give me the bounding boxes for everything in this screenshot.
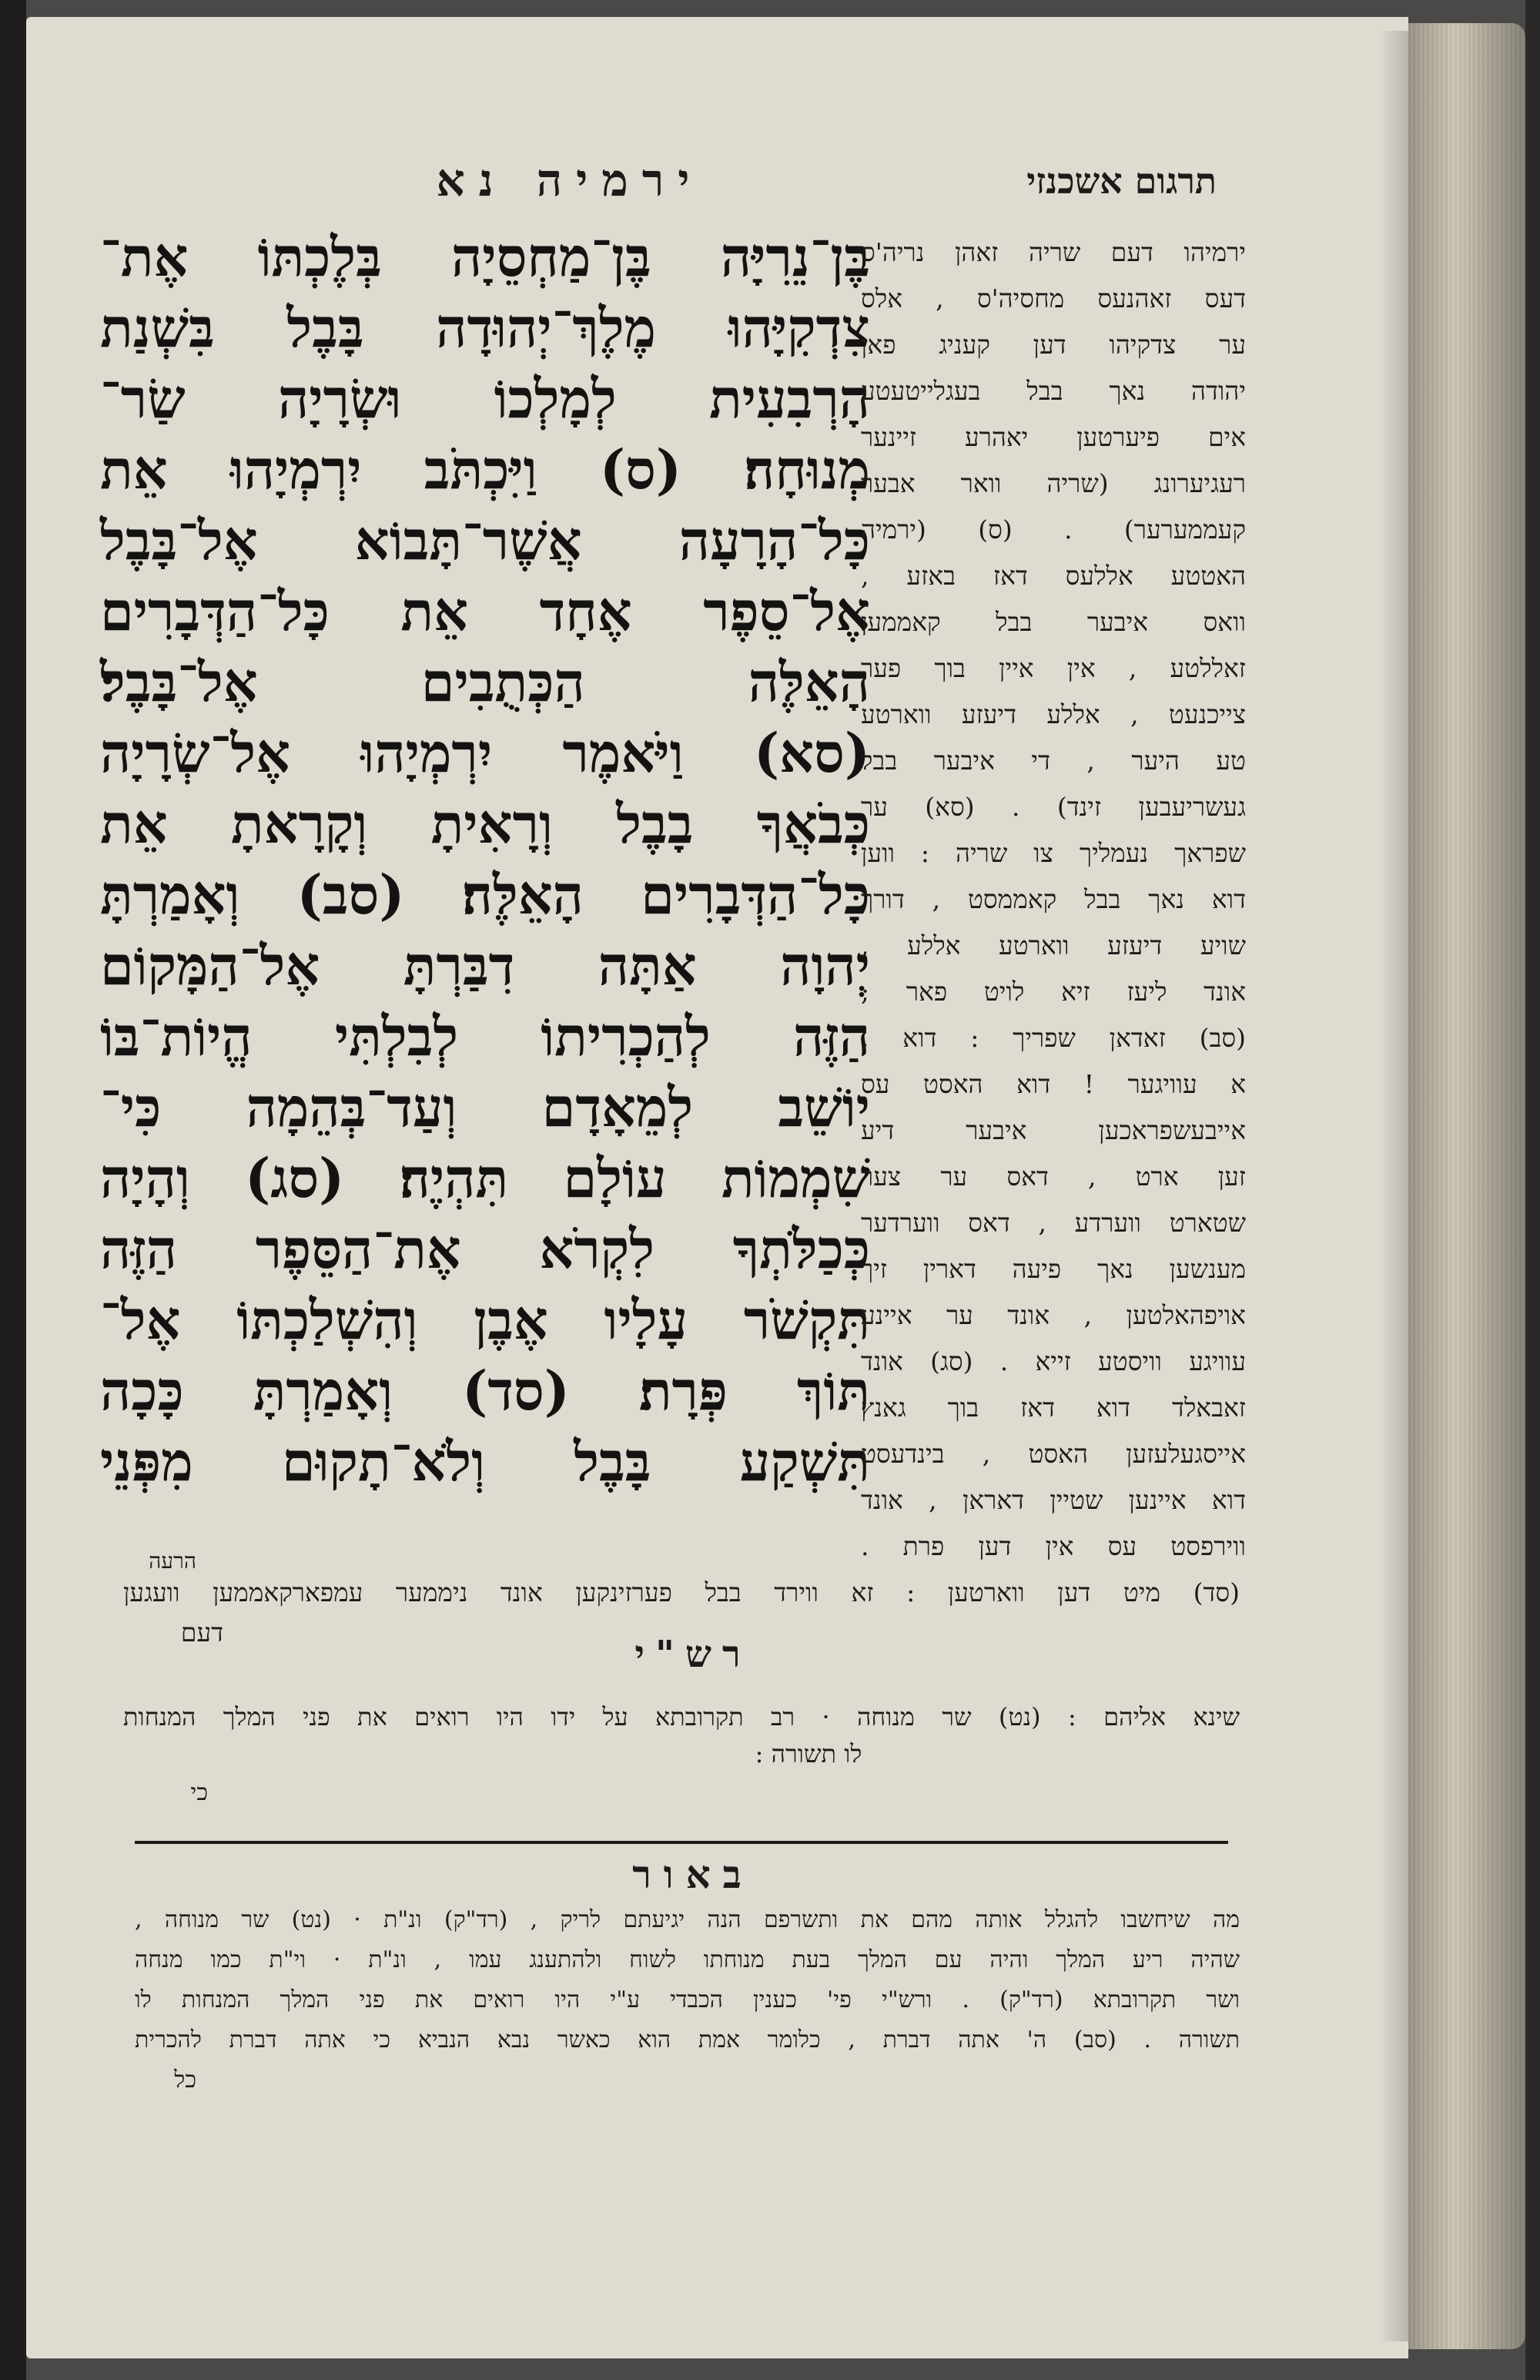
- rashi-catchword: כי: [190, 1779, 208, 1806]
- catchword-dem: דעם: [180, 1617, 223, 1648]
- targum-line: רעגיערונג (שריה וואר אבער: [861, 468, 1246, 498]
- hebrew-line: יוֹשֵׁב לְמֵאָדָם וְעַד־בְּהֵמָה כִּי־: [100, 1075, 870, 1139]
- hebrew-line: צִדְקִיָּהוּ מֶלֶךְ־יְהוּדָה בָּבֶל בִּשְׁנַת: [100, 296, 870, 360]
- targum-line: ער צדקיהו דען קעניג פאן: [861, 330, 1246, 360]
- targum-line: אויפהאלטען , אונד ער איינע: [861, 1300, 1246, 1330]
- book-cover-edge: [1525, 0, 1540, 2380]
- targum-line: קעממערער) . (ס) (ירמיה: [861, 515, 1246, 545]
- targum-continuation: (סד) מיט דען ווארטען : זא ווירד בבל פערזינקען אונד ניממער עמפארקאממען וועגען: [123, 1577, 1240, 1607]
- hebrew-line: הָאֵלֶּה הַכְּתֻבִים אֶל־בָּבֶל׃: [100, 650, 870, 714]
- targum-line: עוויגע וויסטע זייא . (סג) אונד: [861, 1346, 1246, 1376]
- hebrew-line: כָּל־הַדְּבָרִים הָאֵלֶּה׃ (סב) וְאָמַרְתָּ: [100, 863, 870, 927]
- biur-catchword: כל: [174, 2067, 196, 2093]
- targum-line: (סב) זאדאן שפריך : דוא ,: [861, 1023, 1246, 1053]
- targum-line: אים פיערטען יאהרע זיינער: [861, 422, 1246, 452]
- hebrew-line: יְהוָה אַתָּה דִבַּרְתָּ אֶל־הַמָּקוֹם: [100, 934, 870, 997]
- targum-line: טע היער , די איבער בבל: [861, 746, 1246, 776]
- targum-line: אונד ליעז זיא לויט פאר ;: [861, 977, 1246, 1007]
- hebrew-line: תִּקְשֹׁר עָלָיו אֶבֶן וְהִשְׁלַכְתּוֹ אֶל־: [100, 1288, 870, 1352]
- targum-line: געשריעבען זינד) . (סא) ער: [861, 792, 1246, 822]
- rashi-line: שינא אליהם : (נט) שר מנוחה · רב תקרובתא על ידו היו רואים את פני המלך המנחות: [123, 1702, 1240, 1731]
- targum-line: דוא נאך בבל קאממסט , דורך: [861, 884, 1246, 914]
- targum-line: צייכנעט , אללע דיעזע ווארטע: [861, 699, 1246, 729]
- hebrew-line: כָּל־הָרָעָה אֲשֶׁר־תָּבוֹא אֶל־בָּבֶל: [100, 508, 870, 572]
- targum-line: זען ארט , דאס ער צער: [861, 1162, 1246, 1192]
- targum-line: ירמיהו דעם שריה זאהן נריה'ס: [861, 237, 1246, 267]
- hebrew-line: תִּשְׁקַע בָּבֶל וְלֹא־תָקוּם מִפְּנֵי: [100, 1430, 870, 1493]
- book-binding-left: [0, 0, 26, 2380]
- section-divider: [135, 1841, 1228, 1844]
- targum-line: וואס איבער בבל קאממען: [861, 607, 1246, 637]
- hebrew-line: תּוֹךְ פְּרָת׃ (סד) וְאָמַרְתָּ כָּכָה: [100, 1359, 870, 1423]
- targum-line: שויע דיעזע ווארטע אללע ,: [861, 930, 1246, 960]
- biur-line: שהיה ריע המלך והיה עם המלך בעת מנוחתו לשוח ולהתענג עמו , ונ"ת · וי"ת כמו מנחה: [135, 1946, 1240, 1973]
- biur-heading: באור: [632, 1852, 754, 1897]
- hebrew-line: בֶּן־נֵרִיָּה בֶּן־מַחְסֵיָה בְּלֶכְתּוֹ אֶת־: [100, 225, 870, 289]
- running-header-chapter: ירמיה נא: [436, 154, 704, 206]
- hebrew-line: אֶל־סֵפֶר אֶחָד אֵת כָּל־הַדְּבָרִים: [100, 579, 870, 643]
- targum-line: ווירפסט עס אין דען פרת .: [861, 1531, 1246, 1561]
- hebrew-line: כְּבֹאֲךָ בָבֶל וְרָאִיתָ וְקָרָאתָ אֵת: [100, 792, 870, 856]
- hebrew-line: מְנוּחָה׃ (ס) וַיִּכְתֹּב יִרְמְיָהוּ אֵת: [100, 437, 870, 501]
- targum-line: זאבאלד דוא דאז בוך גאנץ: [861, 1393, 1246, 1423]
- targum-line: זאללטע , אין איין בוך פער: [861, 653, 1246, 683]
- hebrew-line: (סא) וַיֹּאמֶר יִרְמְיָהוּ אֶל־שְׂרָיָה: [100, 721, 870, 785]
- page-gutter-shadow: [1378, 31, 1409, 2341]
- targum-line: שפראך נעמליך צו שריה : ווען: [861, 838, 1246, 868]
- rashi-heading: רש"י: [634, 1633, 752, 1676]
- targum-line: מענשען נאך פיעה דארין זיך: [861, 1254, 1246, 1284]
- page-stack-shade: [1408, 23, 1525, 2349]
- targum-line: האטטע אללעס דאז באזע ,: [861, 561, 1246, 591]
- rashi-line: לו תשורה :: [755, 1739, 862, 1768]
- targum-line: א עוויגער ! דוא האסט עס: [861, 1069, 1246, 1099]
- catchword-harah: הרעה: [149, 1548, 196, 1574]
- targum-line: אייסגעלעזען האסט , בינדעסט: [861, 1439, 1246, 1469]
- hebrew-line: הָרְבִעִית לְמָלְכוֹ וּשְׂרָיָה שַׂר־: [100, 367, 870, 431]
- targum-line: אייבעשפראכען איבער דיע: [861, 1115, 1246, 1145]
- hebrew-line: שִׁמְמוֹת עוֹלָם תִּהְיֶה׃ (סג) וְהָיָה: [100, 1146, 870, 1210]
- hebrew-line: כְּכַלֹּתְךָ לִקְרֹא אֶת־הַסֵּפֶר הַזֶּה: [100, 1217, 870, 1281]
- hebrew-line: הַזֶּה לְהַכְרִיתוֹ לְבִלְתִּי הֱיוֹת־בּוֹ: [100, 1004, 870, 1068]
- targum-line: יהודה נאך בבל בעגלייטעטע: [861, 376, 1246, 406]
- targum-line: שטארט ווערדע , דאס ווערדער: [861, 1208, 1246, 1238]
- running-header-targum: תרגום אשכנזי: [1026, 160, 1217, 202]
- biur-line: מה שיחשבו להגלל אותה מהם את ותשרפם הנה יגיעתם לריק , (רד"ק) ונ"ת · (נט) שר מנוחה ,: [135, 1906, 1240, 1933]
- biur-line: תשורה . (סב) ה' אתה דברת , כלומר אמת הוא כאשר נבא הנביא כי אתה דברת להכרית: [135, 2026, 1240, 2053]
- biur-line: ושר תקרובתא (רד"ק) . ורש"י פי' כענין הכבדי ע"י היו רואים את פני המלך המנחות לו: [135, 1986, 1240, 2013]
- targum-line: דעס זאהנעס מחסיה'ס , אלס: [861, 283, 1246, 313]
- targum-line: דוא איינען שטיין דאראן , אונד: [861, 1485, 1246, 1515]
